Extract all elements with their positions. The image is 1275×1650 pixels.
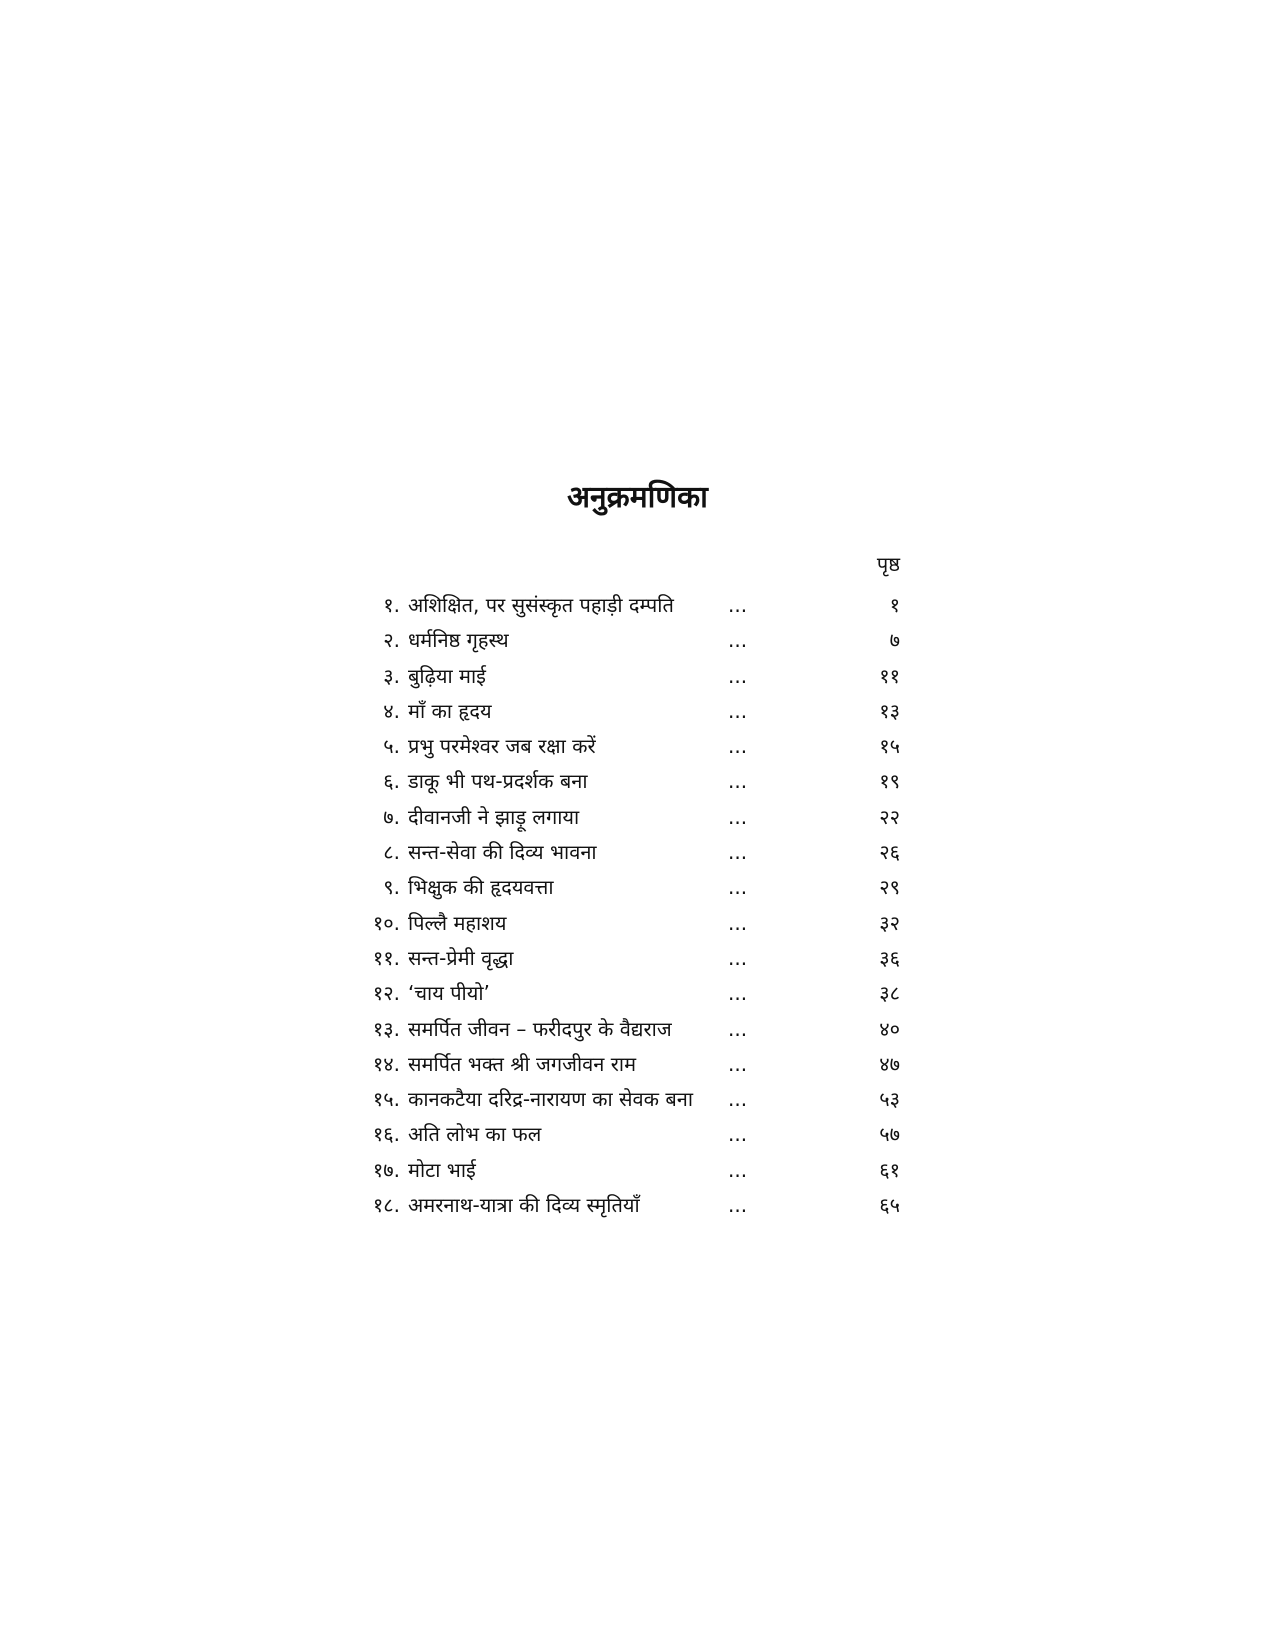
toc-entry-title: सन्त-सेवा की दिव्य भावना (408, 840, 597, 865)
toc-entry-number: १८. (372, 1193, 400, 1218)
toc-entry-number: १७. (372, 1157, 400, 1182)
toc-entry-number: १४. (372, 1051, 400, 1076)
toc-entry-number: ९. (383, 875, 400, 900)
toc-entry (0, 1117, 1275, 1152)
toc-entry-title: अशिक्षित, पर सुसंस्कृत पहाड़ी दम्पति (408, 593, 674, 617)
toc-entry (0, 1188, 1275, 1223)
toc-entry-leader: ... (728, 945, 748, 970)
toc-entry (0, 1153, 1275, 1188)
toc-entry-title: प्रभु परमेश्वर जब रक्षा करें (408, 734, 596, 759)
toc-entry (0, 1047, 1275, 1082)
toc-entry-number: १२. (372, 981, 400, 1006)
toc-entry-leader: ... (728, 769, 748, 794)
toc-entry-number: १०. (372, 910, 400, 935)
toc-entry-page: ५७ (879, 1122, 900, 1147)
toc-entry-page: ४७ (879, 1051, 900, 1076)
toc-entry-number: ७. (383, 804, 400, 829)
toc-entry-leader: ... (728, 1157, 748, 1182)
page-column-label: पृष्ठ (876, 552, 900, 576)
toc-entry-title: मोटा भाई (408, 1157, 476, 1182)
toc-entry-title: अमरनाथ-यात्रा की दिव्य स्मृतियाँ (408, 1193, 640, 1218)
toc-entry-number: ६. (383, 769, 400, 794)
toc-entry-page: ३८ (879, 981, 900, 1006)
toc-entry-leader: ... (728, 698, 748, 723)
toc-entry-page: १५ (879, 734, 900, 759)
toc-entry-number: १३. (372, 1016, 400, 1041)
toc-entry (0, 800, 1275, 835)
table-of-contents (0, 588, 1275, 1223)
toc-entry-number: १६. (372, 1122, 400, 1147)
toc-entry-title: माँ का हृदय (408, 698, 492, 723)
toc-entry (0, 694, 1275, 729)
toc-entry-title: भिक्षुक की हृदयवत्ता (408, 875, 554, 900)
toc-entry-leader: ... (728, 1122, 748, 1147)
toc-entry-page: ४० (879, 1016, 900, 1041)
toc-entry-number: ८. (383, 840, 400, 865)
toc-entry-leader: ... (728, 663, 748, 688)
toc-entry (0, 729, 1275, 764)
toc-entry (0, 976, 1275, 1011)
page-title: अनुक्रमणिका (567, 480, 708, 515)
toc-entry-title: सन्त-प्रेमी वृद्धा (408, 945, 514, 970)
toc-entry-page: ६५ (879, 1193, 900, 1218)
toc-entry-page: १९ (879, 769, 900, 794)
toc-entry-title: समर्पित जीवन – फरीदपुर के वैद्यराज (408, 1016, 672, 1041)
toc-entry-leader: ... (728, 910, 748, 935)
toc-entry-page: ३६ (879, 945, 900, 970)
toc-entry-number: १५. (372, 1087, 400, 1112)
toc-entry-page: २६ (879, 840, 900, 865)
toc-entry (0, 623, 1275, 658)
toc-entry (0, 870, 1275, 905)
toc-entry-title: पिल्लै महाशय (408, 910, 507, 935)
toc-entry-page: ७ (889, 628, 900, 653)
toc-entry-number: २. (383, 628, 400, 653)
toc-entry-page: ६१ (879, 1157, 900, 1182)
toc-entry-page: २२ (879, 804, 900, 829)
toc-entry-leader: ... (728, 1016, 748, 1041)
toc-entry-page: १३ (879, 698, 900, 723)
toc-entry-leader: ... (728, 804, 748, 829)
toc-entry-leader: ... (728, 840, 748, 865)
toc-entry-number: ४. (383, 698, 400, 723)
toc-entry-leader: ... (728, 1051, 748, 1076)
toc-entry-leader: ... (728, 981, 748, 1006)
toc-entry (0, 1082, 1275, 1117)
toc-entry (0, 941, 1275, 976)
toc-entry-page: ११ (879, 663, 900, 688)
toc-entry-title: डाकू भी पथ-प्रदर्शक बना (408, 769, 588, 794)
toc-entry-leader: ... (728, 593, 748, 617)
toc-entry-number: ५. (383, 734, 400, 759)
toc-entry-title: दीवानजी ने झाड़ू लगाया (408, 804, 580, 829)
toc-entry-leader: ... (728, 734, 748, 759)
toc-entry-title: ‘चाय पीयो’ (408, 981, 490, 1006)
toc-entry-leader: ... (728, 1193, 748, 1218)
toc-entry (0, 764, 1275, 799)
toc-entry (0, 906, 1275, 941)
toc-entry-page: ५३ (879, 1087, 900, 1112)
toc-entry-leader: ... (728, 1087, 748, 1112)
toc-entry-page: ३२ (879, 910, 900, 935)
toc-entry-title: अति लोभ का फल (408, 1122, 542, 1147)
toc-entry-number: ३. (383, 663, 400, 688)
toc-entry-number: १. (383, 593, 400, 617)
toc-entry-leader: ... (728, 875, 748, 900)
toc-entry (0, 1012, 1275, 1047)
toc-entry (0, 835, 1275, 870)
toc-entry (0, 588, 1275, 623)
toc-entry-page: २९ (879, 875, 900, 900)
toc-entry-page: १ (889, 593, 900, 617)
toc-entry-title: कानकटैया दरिद्र-नारायण का सेवक बना (408, 1087, 694, 1112)
toc-entry-title: बुढ़िया माई (408, 663, 486, 688)
toc-entry-title: धर्मनिष्ठ गृहस्थ (408, 628, 509, 653)
toc-entry (0, 659, 1275, 694)
toc-entry-number: ११. (372, 945, 400, 970)
toc-entry-title: समर्पित भक्त श्री जगजीवन राम (408, 1051, 637, 1076)
toc-entry-leader: ... (728, 628, 748, 653)
